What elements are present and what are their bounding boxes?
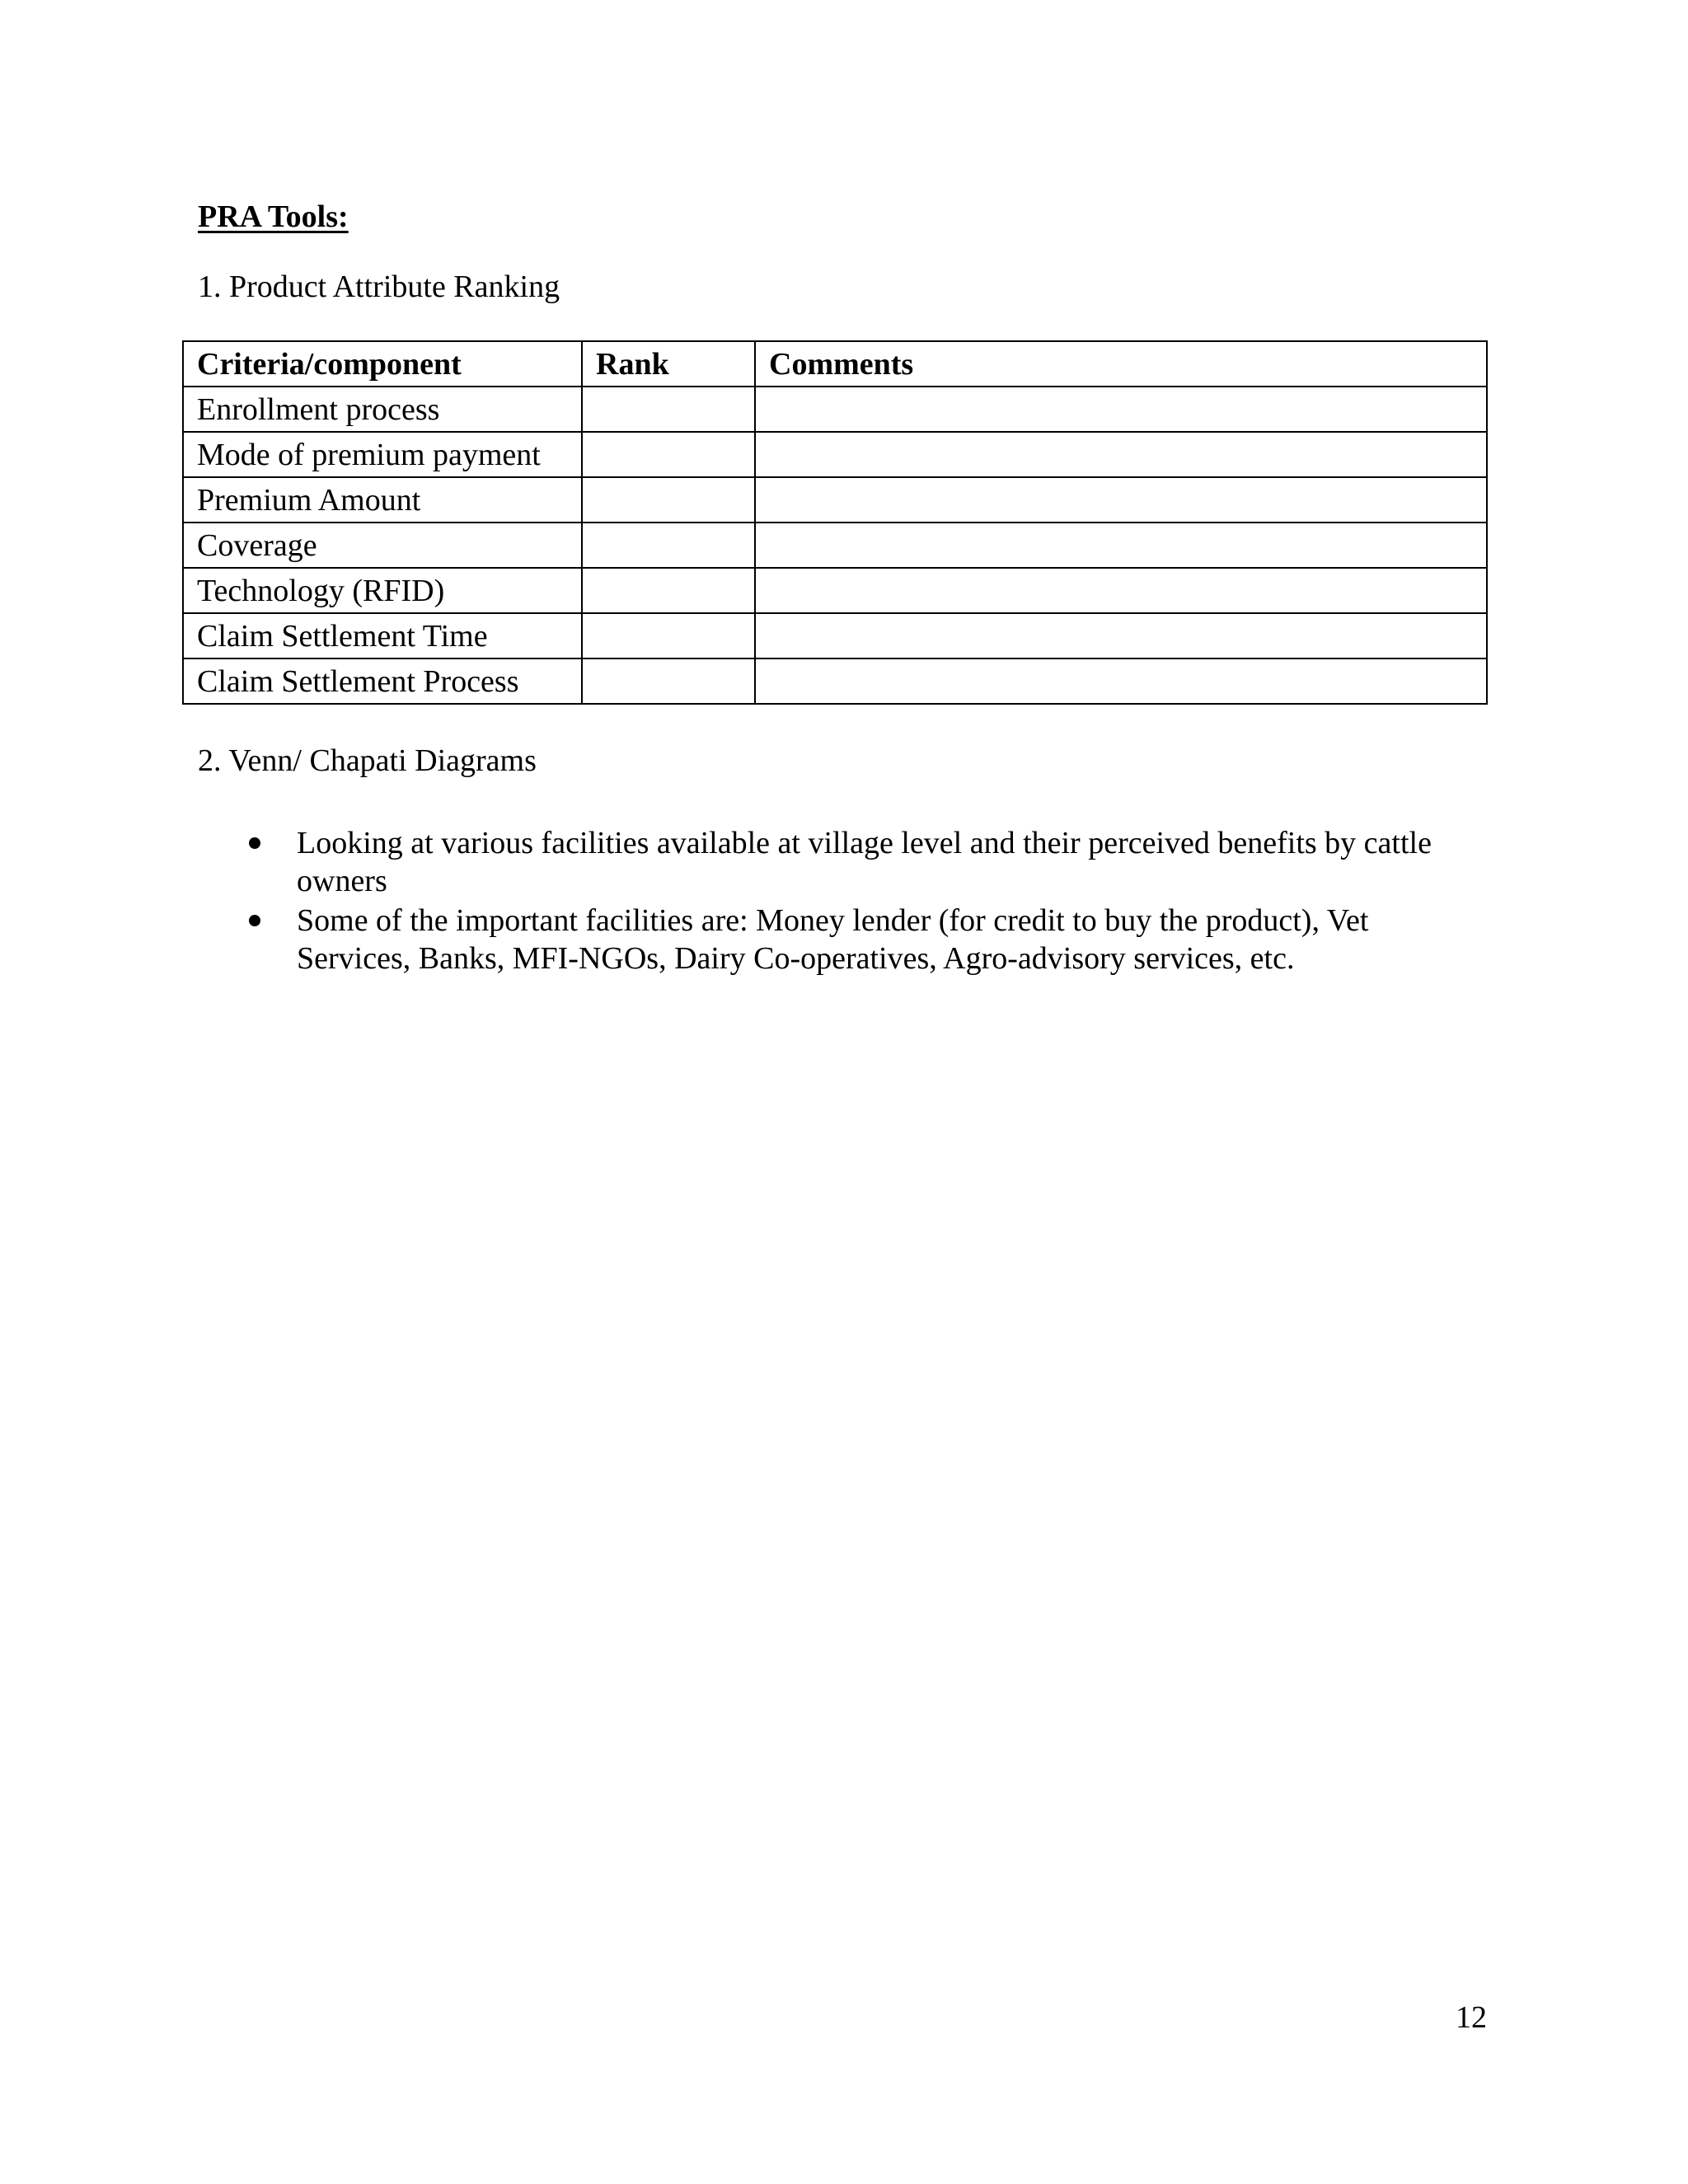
column-header-comments: Comments <box>755 341 1487 387</box>
table-row <box>183 477 1487 523</box>
rank-cell <box>582 568 755 613</box>
list-item-text: Some of the important facilities are: Money lender (for credit to buy the product), Vet Services, Banks, MFI-NGOs, Dairy Co-operatives, Agro-advisory services, etc. <box>297 903 1369 976</box>
comments-cell <box>755 387 1487 432</box>
criteria-cell: Enrollment process <box>183 387 582 432</box>
comments-cell <box>755 432 1487 477</box>
rank-cell <box>582 523 755 568</box>
criteria-cell: Claim Settlement Time <box>183 613 582 658</box>
comments-cell <box>755 523 1487 568</box>
table-row <box>183 523 1487 568</box>
table-header-row <box>183 341 1487 387</box>
rank-cell <box>582 477 755 523</box>
table-row <box>183 568 1487 613</box>
criteria-cell: Claim Settlement Process <box>183 658 582 704</box>
section-heading: PRA Tools: <box>198 199 349 234</box>
bullet-list <box>198 824 1484 979</box>
page-number: 12 <box>1456 2000 1487 2035</box>
section-title-product-attribute-ranking: 1. Product Attribute Ranking <box>198 269 560 304</box>
column-header-rank: Rank <box>582 341 755 387</box>
product-attribute-ranking-table <box>182 340 1488 705</box>
criteria-cell: Mode of premium payment <box>183 432 582 477</box>
criteria-cell: Coverage <box>183 523 582 568</box>
table-row <box>183 613 1487 658</box>
criteria-cell: Technology (RFID) <box>183 568 582 613</box>
list-item <box>198 902 1484 977</box>
bullet-icon <box>249 915 260 926</box>
rank-cell <box>582 387 755 432</box>
comments-cell <box>755 658 1487 704</box>
section-title-venn-diagrams: 2. Venn/ Chapati Diagrams <box>198 743 537 778</box>
criteria-cell: Premium Amount <box>183 477 582 523</box>
column-header-criteria: Criteria/component <box>183 341 582 387</box>
comments-cell <box>755 477 1487 523</box>
comments-cell <box>755 613 1487 658</box>
comments-cell <box>755 568 1487 613</box>
rank-cell <box>582 432 755 477</box>
bullet-icon <box>249 837 260 849</box>
table-row <box>183 432 1487 477</box>
table-row <box>183 387 1487 432</box>
list-item-text: Looking at various facilities available at village level and their perceived benefits by cattle owners <box>297 826 1432 898</box>
table-row <box>183 658 1487 704</box>
rank-cell <box>582 658 755 704</box>
list-item <box>198 824 1484 900</box>
rank-cell <box>582 613 755 658</box>
